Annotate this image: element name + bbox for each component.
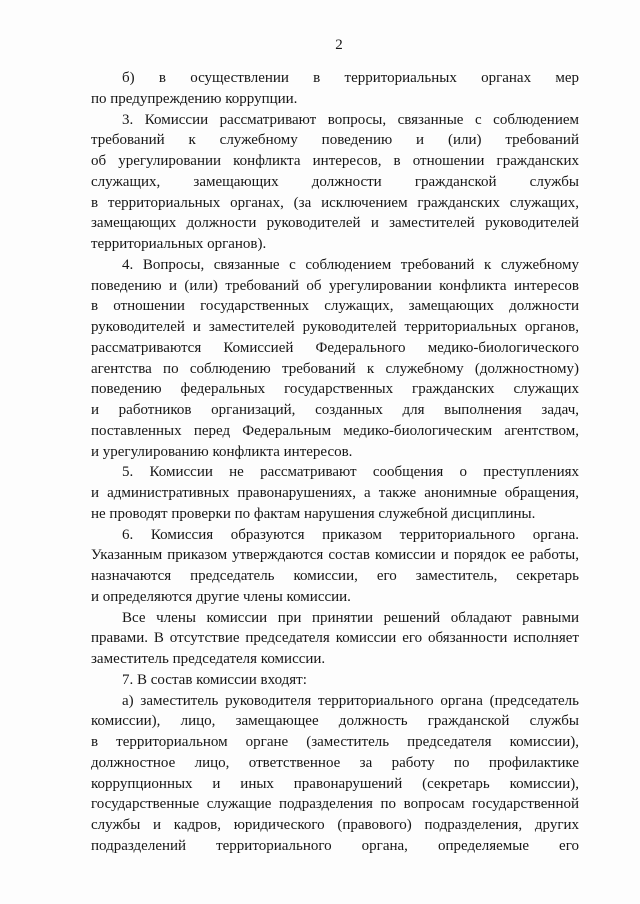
text-line: комиссии), лицо, замещающее должность гражданской службы [91,713,579,730]
document-body [91,68,579,857]
paragraph [91,255,579,463]
text-line: государственные служащие подразделения по вопросам государственной [91,796,579,813]
paragraph [91,110,579,255]
text-line: не проводят проверки по фактам нарушения служебной дисциплины. [91,505,536,522]
text-line: коррупционных и иных правонарушений (секретарь комиссии), [91,775,579,792]
text-line: агентства по соблюдению требований к служебному (должностному) [91,360,579,377]
text-line: 6. Комиссия образуются приказом территориального органа. [122,526,579,543]
text-line: в территориальном органе (заместитель председателя комиссии), [91,734,579,750]
paragraph [91,608,579,670]
text-line: должностное лицо, ответственное за работу по профилактике [91,754,579,771]
paragraph [91,670,579,691]
text-line: Указанным приказом утверждаются состав комиссии и порядок ее работы, [91,547,579,564]
text-line: службы и кадров, юридического (правового) подразделения, других [91,817,579,833]
text-line: в отношении государственных служащих, замещающих должности [91,298,579,315]
text-line: об урегулировании конфликта интересов, в отношении гражданских [91,153,579,169]
text-line: подразделений территориального органа, определяемые его [91,837,579,854]
text-line: замещающих должности руководителей и заместителей руководителей [91,215,579,232]
text-line: 3. Комиссии рассматривают вопросы, связанные с соблюдением [122,111,579,128]
text-line: назначаются председатель комиссии, его заместитель, секретарь [91,568,579,584]
text-line: и работников организаций, созданных для выполнения задач, [91,402,579,418]
page-number: 2 [335,37,343,53]
text-line: б) в осуществлении в территориальных органах мер [122,70,579,86]
text-line: служащих, замещающих должности гражданской службы [91,173,579,190]
paragraph [91,68,579,110]
text-line: и определяются другие члены комиссии. [91,588,351,605]
text-line: 5. Комиссии не рассматривают сообщения о преступлениях [122,464,579,481]
paragraph [91,462,579,524]
text-line: поведению федеральных государственных гражданских служащих [91,381,579,398]
text-line: 4. Вопросы, связанные с соблюдением требований к служебному [122,256,579,273]
text-line: руководителей и заместителей руководителей территориальных органов, [91,319,579,335]
text-line: рассматриваются Комиссией Федерального медико-биологического [91,339,579,356]
text-line: 7. В состав комиссии входят: [122,671,307,688]
text-line: требований к служебному поведению и (или) требований [91,132,579,149]
text-line: по предупреждению коррупции. [91,90,298,107]
text-line: заместитель председателя комиссии. [91,651,326,667]
text-line: поведению и (или) требований об урегулировании конфликта интересов [91,277,579,294]
text-line: и административных правонарушениях, а также анонимные обращения, [91,485,579,501]
text-line: Все члены комиссии при принятии решений обладают равными [122,609,579,626]
text-line: территориальных органов). [91,236,267,252]
text-line: в территориальных органах, (за исключением гражданских служащих, [91,194,579,211]
text-line: правами. В отсутствие председателя комиссии его обязанности исполняет [91,630,579,647]
text-line: а) заместитель руководителя территориального органа (председатель [122,692,579,709]
text-line: и урегулированию конфликта интересов. [91,443,353,460]
paragraph [91,525,579,608]
text-line: поставленных перед Федеральным медико-биологическим агентством, [91,422,579,439]
paragraph [91,691,579,857]
